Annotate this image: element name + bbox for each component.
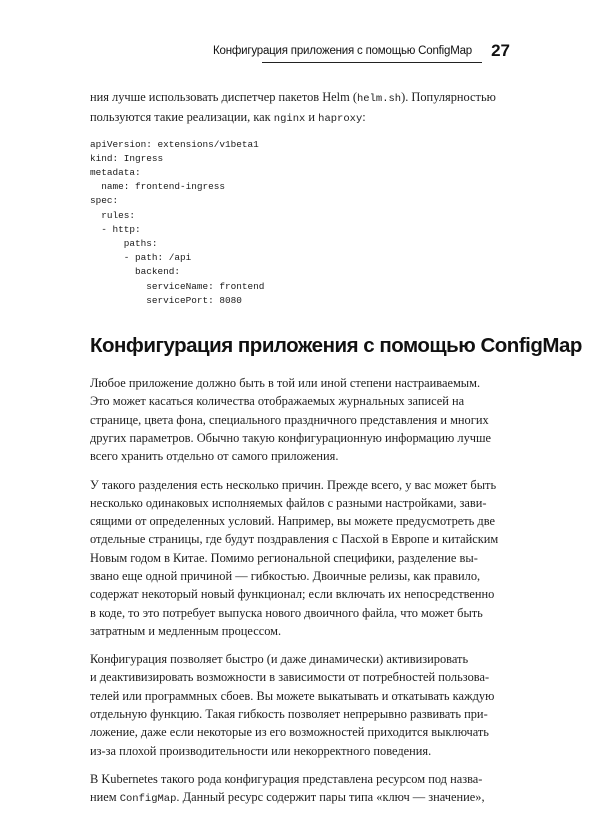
- paragraph-line: из-за плохой производительности или некорректного поведения.: [90, 743, 432, 758]
- intro-paragraph: [90, 88, 510, 129]
- paragraph-line: отдельную функцию. Такая гибкость позволяет непрерывно развивать при-: [90, 707, 488, 722]
- paragraph-line: сящими от определенных условий. Например, вы можете предусмотреть две: [90, 514, 496, 529]
- paragraph-line: телей или программных сбоев. Вы можете выкатывать и откатывать каждую: [90, 688, 495, 703]
- intro-line2-text: пользуются такие реализации, как: [90, 110, 274, 125]
- code-block: [90, 138, 510, 308]
- intro-and: и: [305, 110, 319, 125]
- configmap-text-before: нием: [90, 790, 120, 805]
- running-header: [0, 38, 600, 64]
- code-line: kind: Ingress: [90, 152, 164, 164]
- paragraph-line: несколько одинаковых исполняемых файлов с разными настройками, зави-: [90, 495, 487, 510]
- paragraph-line: Любое приложение должно быть в той или иной степени настраиваемым.: [90, 376, 481, 391]
- paragraph-line: всего хранить отдельно от самого приложения.: [90, 449, 339, 464]
- code-line: backend:: [90, 266, 181, 278]
- intro-text-before: ния лучше использовать диспетчер пакетов Helm (: [90, 90, 357, 104]
- paragraph-line: других параметров. Обычно такую конфигурационную информацию лучше: [90, 430, 492, 445]
- page-number: 27: [491, 41, 510, 60]
- paragraph-line: Новым годом в Китае. Помимо региональной специфики, разделение вы-: [90, 550, 478, 565]
- paragraph-line: отдельные страницы, где будут поздравления с Пасхой в Европе и китайским: [90, 532, 499, 547]
- paragraph-line: в коде, то это потребует выпуска нового двоичного файла, что может быть: [90, 605, 483, 620]
- intro-line-1: [90, 88, 510, 108]
- page-content: [90, 88, 582, 819]
- paragraph-line: У такого разделения есть несколько причин. Прежде всего, у вас может быть: [90, 477, 497, 492]
- code-line: apiVersion: extensions/v1beta1: [90, 138, 259, 150]
- paragraph-line: [90, 788, 510, 808]
- nginx-code: nginx: [273, 113, 306, 126]
- paragraph-line: Конфигурация позволяет быстро (и даже динамически) активизировать: [90, 652, 469, 667]
- section-heading: Конфигурация приложения с помощью ConfigMap: [90, 334, 582, 358]
- paragraph-line: звано еще одной причиной — гибкостью. Двоичные релизы, как правило,: [90, 569, 481, 583]
- code-line: metadata:: [90, 167, 141, 178]
- intro-line-2: [90, 108, 510, 128]
- paragraph-line: затратным и медленным процессом.: [90, 623, 282, 638]
- haproxy-code: haproxy: [318, 113, 363, 126]
- code-line: - path: /api: [90, 252, 192, 264]
- paragraph-line: Это может касаться количества отображаемых журнальных записей на: [90, 394, 465, 409]
- paragraph-line: странице, цвета фона, специального праздничного представления и многих: [90, 412, 489, 427]
- paragraph-4: [90, 770, 510, 809]
- header-rule: [262, 62, 482, 63]
- paragraph-2: [90, 476, 510, 641]
- code-line: servicePort: 8080: [90, 294, 242, 306]
- code-line: - http:: [90, 223, 141, 235]
- code-line: rules:: [90, 209, 136, 221]
- paragraph-3: [90, 650, 510, 760]
- running-header-title: Конфигурация приложения с помощью ConfigMap: [213, 45, 472, 57]
- code-line: spec:: [90, 195, 119, 207]
- intro-colon: :: [362, 110, 366, 125]
- paragraph-line: содержат некоторый новый функционал; если включать их непосредственно: [90, 587, 495, 602]
- configmap-text-after: . Данный ресурс содержит пары типа «ключ — значение»,: [176, 790, 485, 805]
- code-line: paths:: [90, 238, 158, 250]
- intro-text-after: ). Популярностью: [401, 90, 496, 104]
- paragraph-line: ложение, даже если некоторые из его возможностей приходится выключать: [90, 725, 489, 740]
- configmap-code: ConfigMap: [119, 793, 177, 806]
- paragraph-line: и деактивизировать возможности в зависимости от потребностей пользова-: [90, 670, 490, 685]
- helm-url-code: helm.sh: [356, 93, 402, 105]
- paragraph-line: В Kubernetes такого рода конфигурация представлена ресурсом под назва-: [90, 771, 483, 786]
- paragraph-1: [90, 374, 510, 465]
- code-line: name: frontend-ingress: [90, 181, 226, 193]
- code-line: serviceName: frontend: [90, 280, 265, 292]
